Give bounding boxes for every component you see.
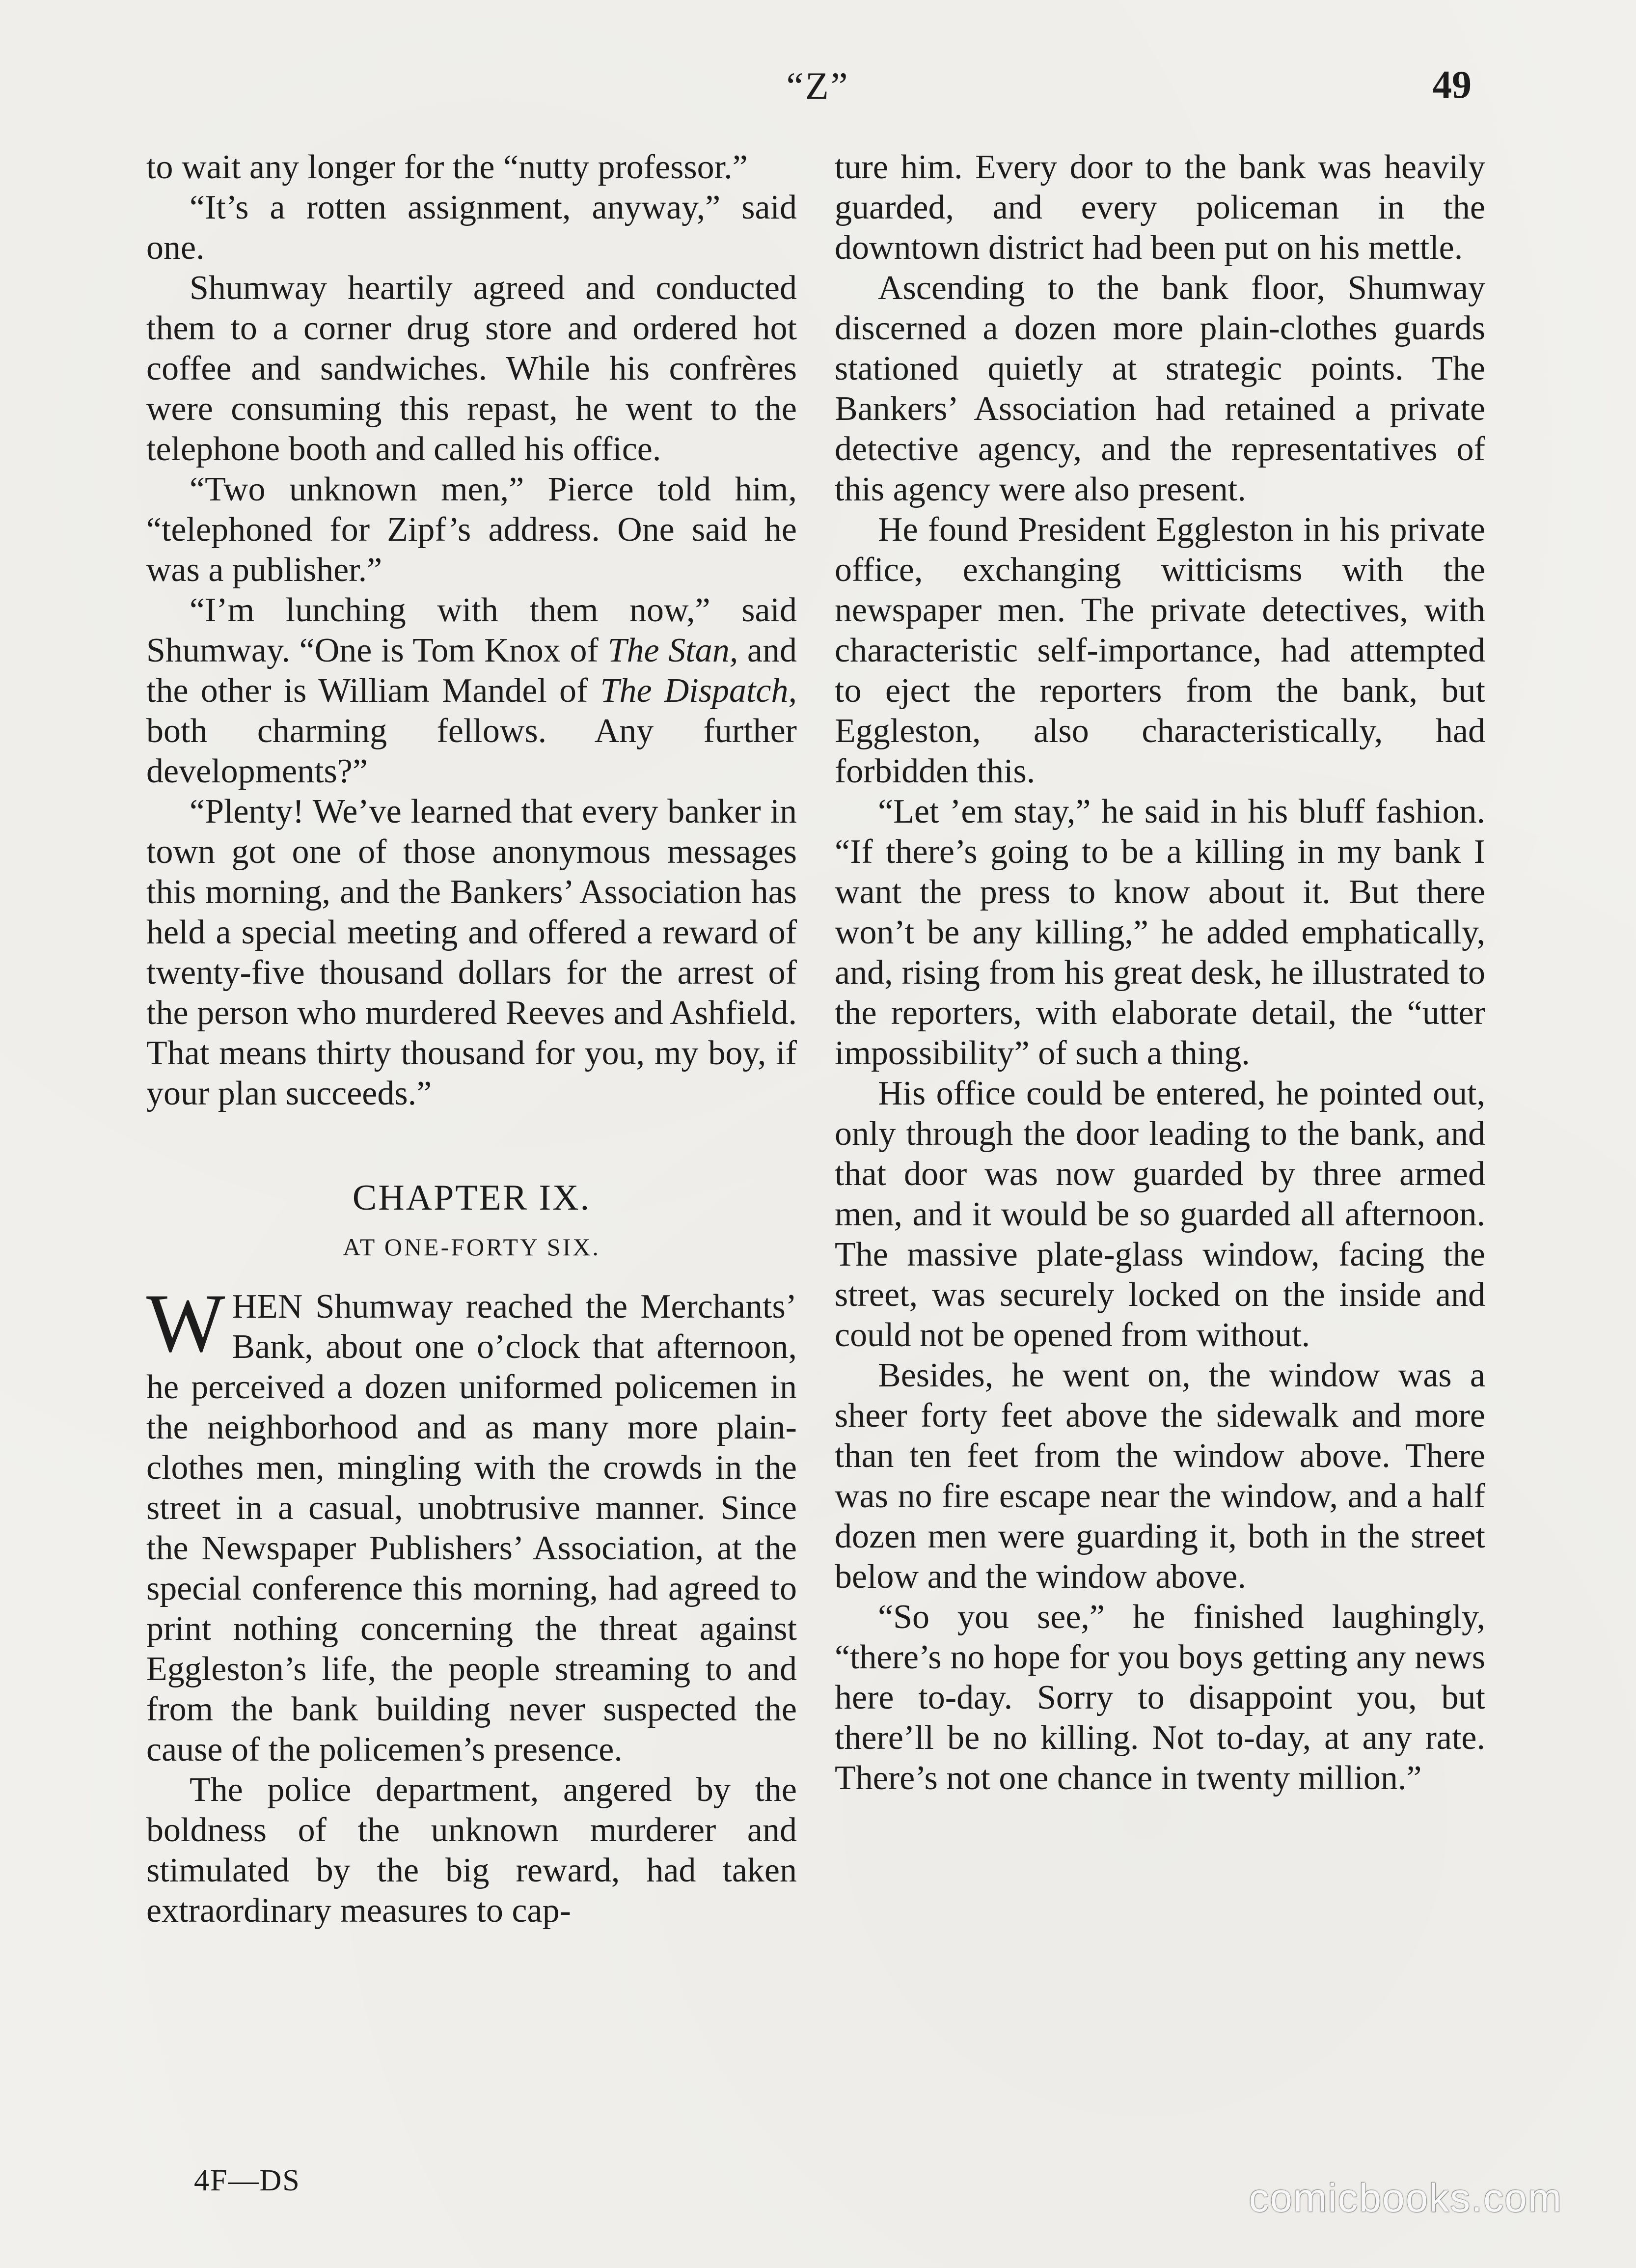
paragraph-text: and the other is William Mandel of [146,632,797,710]
paragraph: Shumway heartily agreed and conducted them to a corner drug store and ordered hot coffee and sandwiches. While his confrères were consuming this repast, he went to the telephone booth and called his office. [146,269,797,468]
paragraph: “It’s a rotten assignment, anyway,” said one. [146,189,797,267]
newspaper-name: The Dispatch, [600,672,797,710]
paragraph: “Plenty! We’ve learned that every banker in town got one of those anonymous messages this morning, and the Bankers’ Association has held a special meeting and offered a reward of twenty-five thousand dollars for the arrest of the person who murdered Reeves and Ashfield. That means thirty thousand for you, my boy, if your plan succeeds.” [146,793,797,1112]
paragraph: Ascending to the bank floor, Shumway discerned a dozen more plain-clothes guards stationed quietly at strategic points. The Bankers’ Association had retained a private detective agency, and the representatives of this agency were also present. [835,269,1485,508]
right-column [835,147,1485,1798]
paragraph: “So you see,” he finished laughingly, “there’s no hope for you boys getting any news here to-day. Sorry to disappoint you, but there’ll be no killing. Not to-day, at any rate. There’s not one chance in twenty million.” [835,1598,1485,1797]
left-column [146,147,797,1931]
chapter-subtitle: AT ONE-FORTY SIX. [343,1233,600,1261]
paragraph-text: “I’m lunching with them now,” said Shumway. “One is Tom Knox of [146,591,797,669]
drop-cap: W [146,1277,225,1369]
paragraph: His office could be entered, he pointed out, only through the door leading to the bank, and that door was now guarded by three armed men, and it would be so guarded all afternoon. The massive plate-glass window, facing the street, was securely locked on the inside and could not be opened from without. [835,1075,1485,1354]
newspaper-name: The Stan, [607,632,738,669]
paragraph: “Two unknown men,” Pierce told him, “telephoned for Zipf’s address. One said he was a publisher.” [146,470,797,589]
chapter-title: CHAPTER IX. [352,1178,591,1218]
paragraph: ture him. Every door to the bank was heavily guarded, and every policeman in the downtown district had been put on his mettle. [835,148,1485,267]
paragraph-text: HEN Shumway reached the Merchants’ Bank, about one o’clock that afternoon, he perceived a dozen uniformed policemen in the neighborhood and as many more plain-clothes men, mingling with the crowds in the street in a casual, unobtrusive manner. Since the Newspaper Publishers’ Association, at the special conference this morning, had agreed to print nothing concerning the threat against Eggleston’s life, the people streaming to and from the bank building never suspected the cause of the policemen’s presence. [146,1288,797,1769]
paragraph-text: both charming fellows. Any further developments?” [146,712,797,790]
chapter-opening-paragraph [146,1277,797,1770]
printer-signature: 4F—DS [194,2164,300,2197]
paragraph: to wait any longer for the “nutty professor.” [146,148,748,186]
paragraph: “Let ’em stay,” he said in his bluff fashion. “If there’s going to be a killing in my bank I want the press to know about it. But there won’t be any killing,” he added emphatically, and, rising from his great desk, he illustrated to the reporters, with elaborate detail, the “utter impossibility” of such a thing. [835,793,1485,1072]
paragraph: He found President Eggleston in his private office, exchanging witticisms with the newspaper men. The private detectives, with characteristic self-importance, had attempted to eject the reporters from the bank, but Eggleston, also characteristically, had forbidden this. [835,511,1485,790]
paragraph [146,590,797,792]
page-number: 49 [1432,63,1472,107]
site-watermark: comicbooks.com [1249,2176,1562,2220]
running-title: “Z” [786,64,850,107]
paragraph: Besides, he went on, the window was a sheer forty feet above the sidewalk and more than ten feet from the window above. There was no fire escape near the window, and a half dozen men were guarding it, both in the street below and the window above. [835,1356,1485,1596]
paragraph: The police department, angered by the boldness of the unknown murderer and stimulated by the big reward, had taken extraordinary measures to cap- [146,1771,797,1930]
